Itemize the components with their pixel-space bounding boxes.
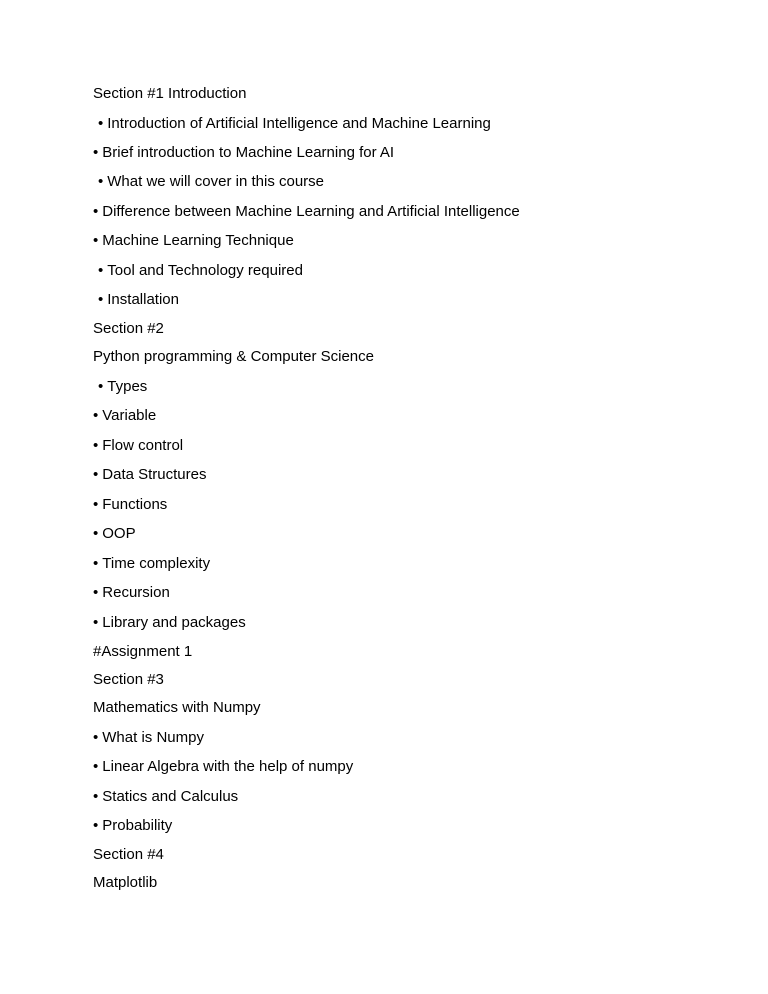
bullet-icon: • bbox=[93, 437, 99, 454]
bullet-item: • Data Structures bbox=[93, 466, 207, 483]
bullet-item: • Types bbox=[98, 378, 148, 395]
bullet-icon: • bbox=[93, 496, 99, 513]
bullet-item: • Brief introduction to Machine Learning for AI bbox=[93, 144, 395, 161]
bullet-item: • Linear Algebra with the help of numpy bbox=[93, 758, 354, 775]
bullet-item: • What we will cover in this course bbox=[98, 173, 325, 190]
bullet-item: • Machine Learning Technique bbox=[93, 232, 294, 249]
bullet-icon: • bbox=[93, 758, 99, 775]
bullet-icon: • bbox=[98, 262, 104, 279]
bullet-icon: • bbox=[93, 614, 99, 631]
bullet-item: • Difference between Machine Learning and Artificial Intelligence bbox=[93, 203, 520, 220]
bullet-icon: • bbox=[93, 555, 99, 572]
bullet-icon: • bbox=[93, 203, 99, 220]
bullet-icon: • bbox=[93, 525, 99, 542]
assignment-heading: #Assignment 1 bbox=[93, 643, 193, 660]
bullet-icon: • bbox=[98, 115, 104, 132]
bullet-item: • Flow control bbox=[93, 437, 184, 454]
bullet-item: • Time complexity bbox=[93, 555, 211, 572]
section-2-heading: Section #2 bbox=[93, 320, 164, 337]
bullet-item: • Tool and Technology required bbox=[98, 262, 303, 279]
bullet-item: • OOP bbox=[93, 525, 136, 542]
bullet-icon: • bbox=[93, 466, 99, 483]
section-3-title: Mathematics with Numpy bbox=[93, 699, 261, 716]
bullet-icon: • bbox=[93, 407, 99, 424]
bullet-item: • Probability bbox=[93, 817, 173, 834]
section-4-heading: Section #4 bbox=[93, 846, 164, 863]
bullet-item: • Statics and Calculus bbox=[93, 788, 239, 805]
bullet-icon: • bbox=[98, 378, 104, 395]
bullet-icon: • bbox=[93, 817, 99, 834]
bullet-icon: • bbox=[93, 729, 99, 746]
bullet-item: • Installation bbox=[98, 291, 179, 308]
bullet-item: • What is Numpy bbox=[93, 729, 204, 746]
bullet-icon: • bbox=[98, 173, 104, 190]
bullet-icon: • bbox=[93, 584, 99, 601]
bullet-icon: • bbox=[93, 144, 99, 161]
section-1-heading: Section #1 Introduction bbox=[93, 85, 247, 102]
section-2-title: Python programming & Computer Science bbox=[93, 348, 374, 365]
bullet-icon: • bbox=[98, 291, 104, 308]
bullet-icon: • bbox=[93, 232, 99, 249]
bullet-item: • Library and packages bbox=[93, 614, 246, 631]
bullet-icon: • bbox=[93, 788, 99, 805]
section-4-title: Matplotlib bbox=[93, 874, 158, 891]
bullet-item: • Variable bbox=[93, 407, 157, 424]
section-3-heading: Section #3 bbox=[93, 671, 164, 688]
bullet-item: • Functions bbox=[93, 496, 168, 513]
bullet-item: • Introduction of Artificial Intelligence and Machine Learning bbox=[98, 115, 491, 132]
bullet-item: • Recursion bbox=[93, 584, 170, 601]
